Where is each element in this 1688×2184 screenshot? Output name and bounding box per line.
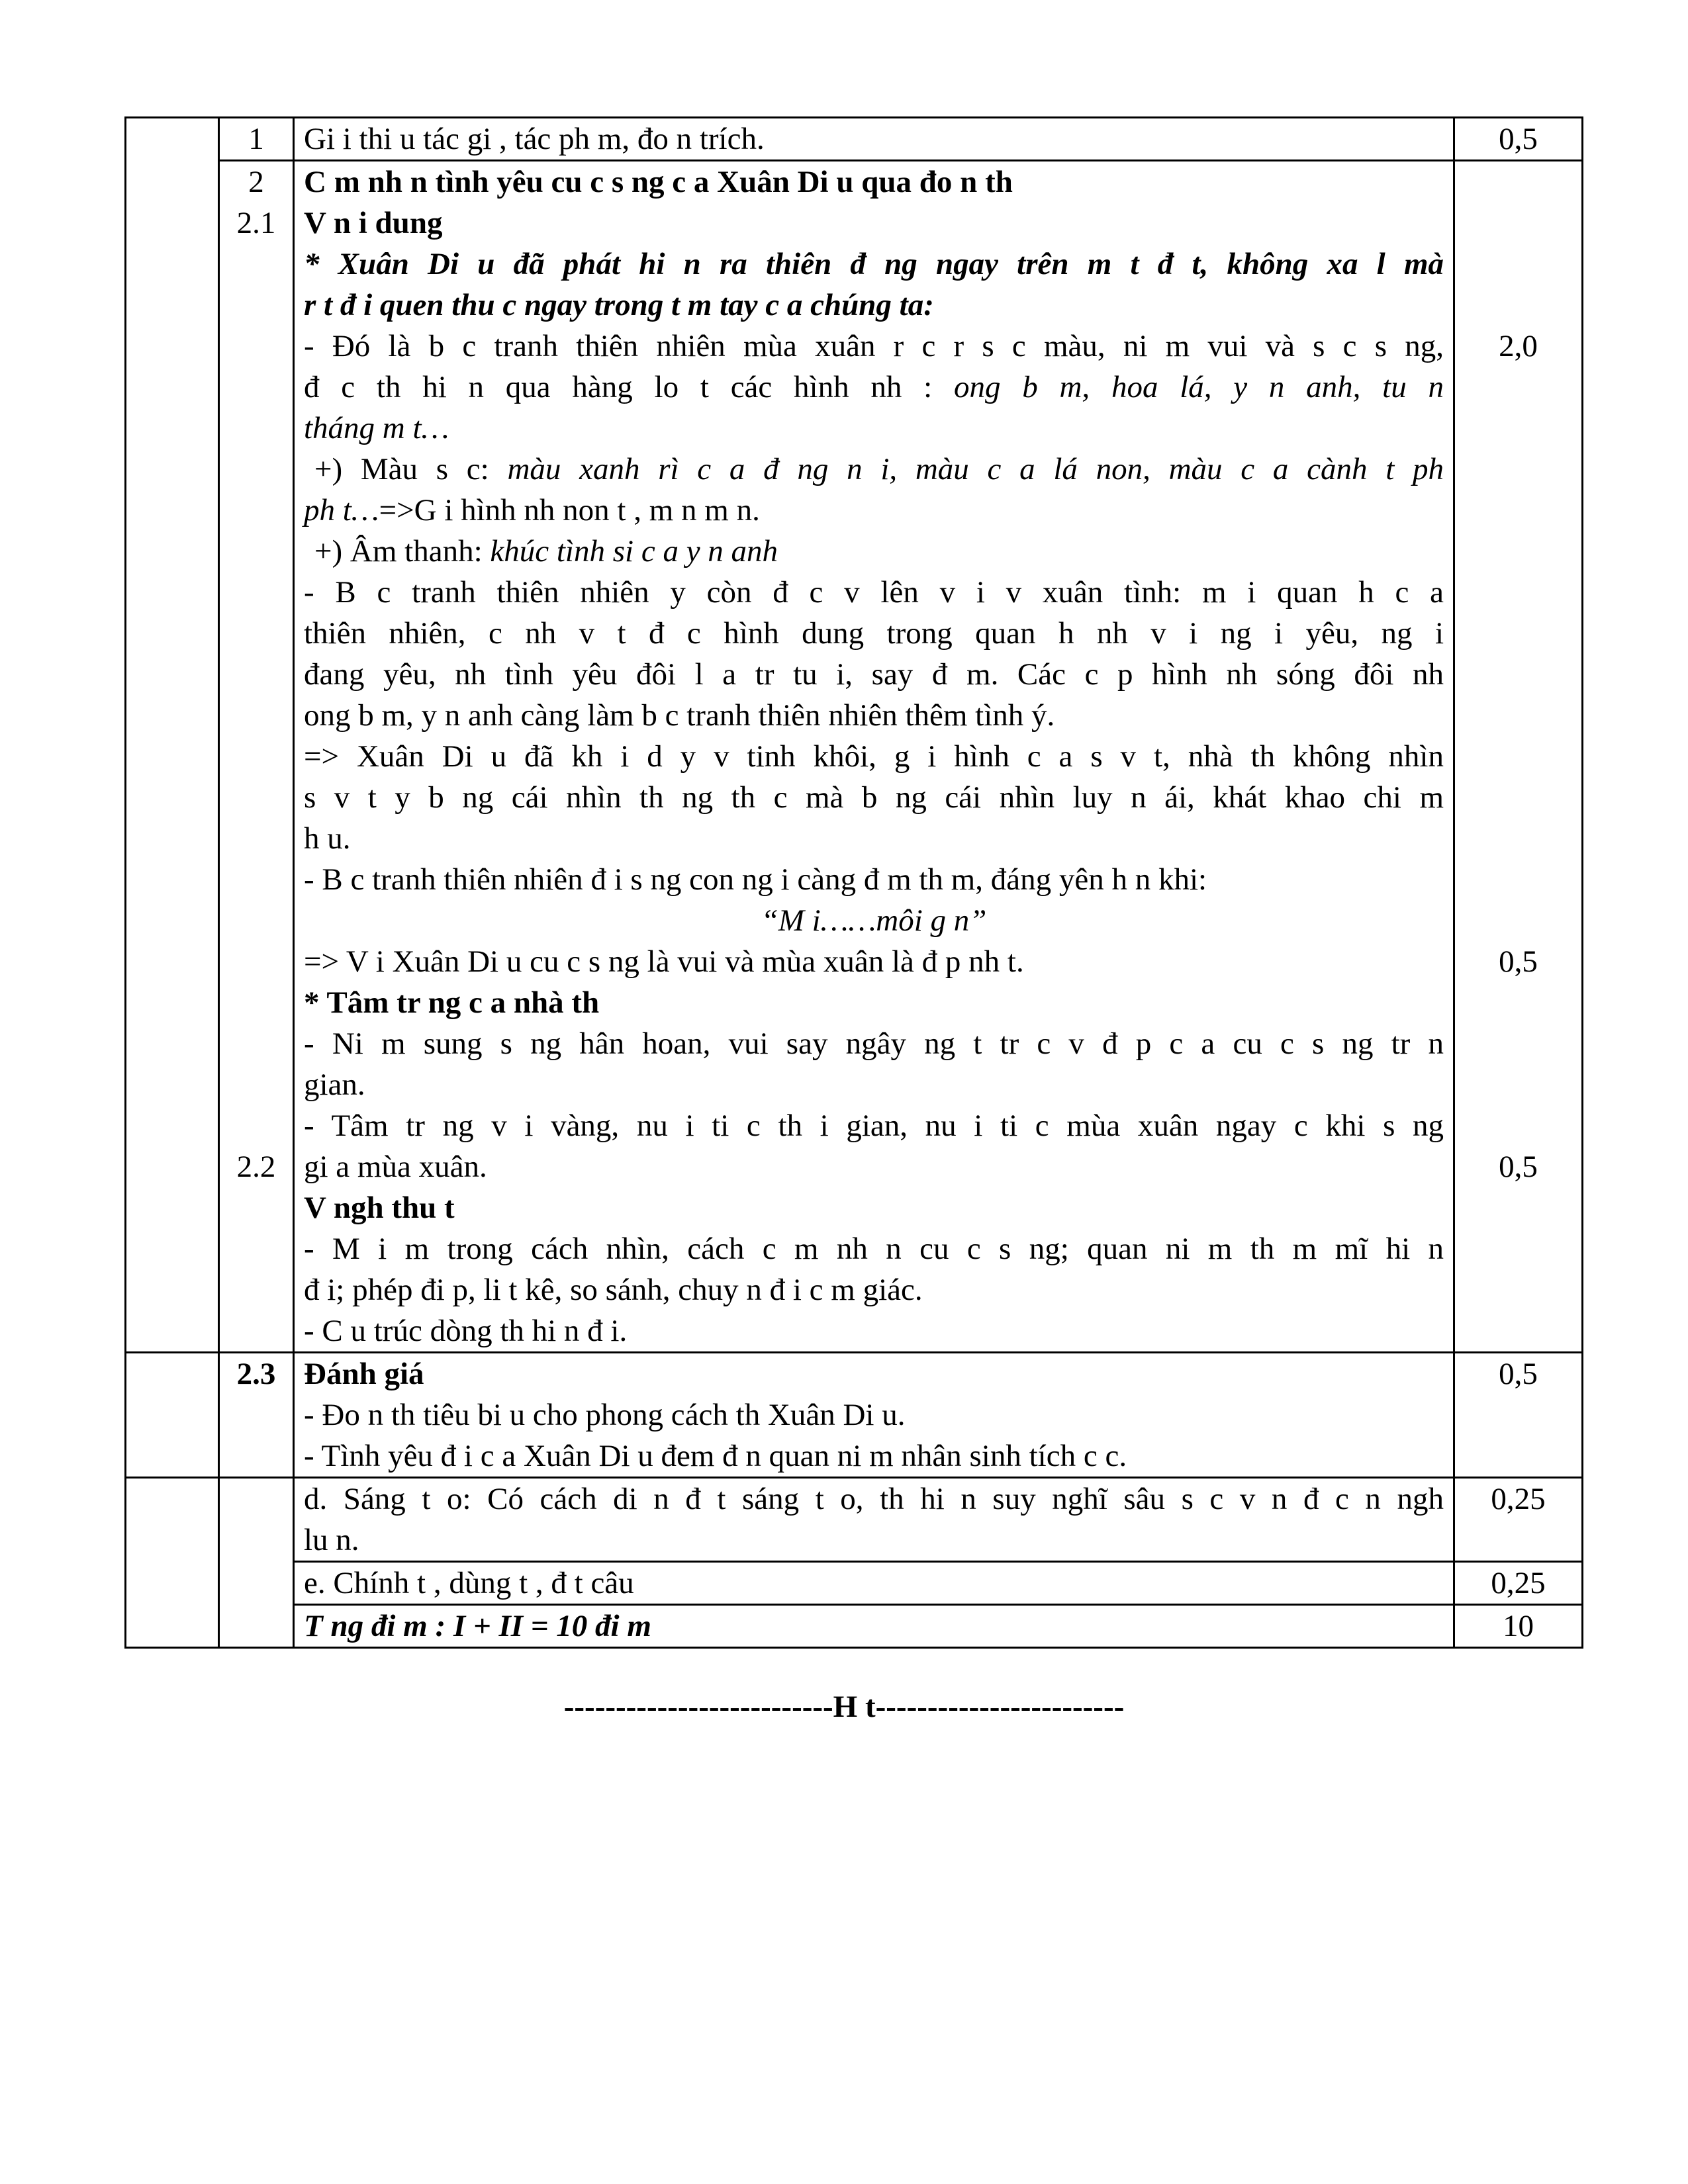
score-cell: 0,5 <box>1454 1353 1583 1478</box>
score-cell: 0,25 <box>1454 1562 1583 1605</box>
criterion-cell: e. Chính t , dùng t , đ t câu <box>294 1562 1454 1605</box>
art-heading: V ngh thu t <box>304 1191 455 1225</box>
table-row <box>126 118 1583 161</box>
item-number <box>219 1478 294 1648</box>
grading-rubric-table <box>124 116 1583 1649</box>
score-cell: 0,25 <box>1454 1478 1583 1562</box>
poem-quote: “M i……môi g n” <box>761 903 987 938</box>
table-row <box>126 1478 1583 1562</box>
criterion-cell: Đánh giá - Đo n th tiêu bi u cho phong cách th Xuân Di u. - Tình yêu đ i c a Xuân Di u đem đ n quan ni m nhân sinh tích c c. <box>294 1353 1454 1478</box>
part-cell <box>126 1478 219 1648</box>
table-row <box>126 1562 1583 1605</box>
criterion-cell: C m nh n tình yêu cu c s ng c a Xuân Di u qua đo n th V n i dung * Xuân Di u đã phát hi n ra thiên đ ng ngay trên m t đ t, không xa l mà r t đ i quen thu c ngay trong t m tay c a chúng ta: - Đó là b c tranh thiên nhiên mùa xuân r c r s c màu, ni m vui và s c s ng, đ c th hi n qua hàng lo t các hình nh : ong b m, hoa lá, y n anh, tu n tháng m t… +) Màu s c: màu xanh rì c a đ ng n i, màu c a lá non, màu c a cành t ph ph t…=>G i hình nh non t , m n m n. +) Âm thanh: khúc tình si c a y n anh - B c tranh thiên nhiên y còn đ c v lên v i v xuân tình: m i quan h c a thiên nhiên, c nh v t đ c hình dung trong quan h nh v i ng i yêu, ng i đang yêu, nh tình yêu đôi l a tr tu i, say đ m. Các c p hình nh sóng đôi nh ong b m, y n anh càng làm b c tranh thiên nhiên thêm tình ý. => Xuân Di u đã kh i d y v tinh khôi, g i hình c a s v t, nhà th không nhìn s v t y b ng cái nhìn th ng th c mà b ng cái nhìn luy n ái, khát khao chi m h u. - B c tranh thiên nhiên đ i s ng con ng i càng đ m th m, đáng yên h n khi: “M i……môi g n” => V i Xuân Di u cu c s ng là vui và mùa xuân là đ p nh t. * Tâm tr ng c a nhà th - Ni m sung s ng hân hoan, vui say ngây ng t tr c v đ p c a cu c s ng tr n gian. - Tâm tr ng v i vàng, nu i ti c th i gian, nu i ti c mùa xuân ngay c khi s ng gi a mùa xuân. V ngh thu t - M i m trong cách nhìn, cách c m nh n cu c s ng; quan ni m th m mĩ hi n đ i; phép đi p, li t kê, so sánh, chuy n đ i c m giác. - C u trúc dòng th hi n đ i. <box>294 161 1454 1353</box>
table-row <box>126 1353 1583 1478</box>
score-cell: 2,0 0,5 0,5 <box>1454 161 1583 1353</box>
evaluation-heading: Đánh giá <box>304 1357 424 1391</box>
total-cell: T ng đi m : I + II = 10 đi m <box>294 1605 1454 1648</box>
part-cell <box>126 1353 219 1478</box>
table-row <box>126 1605 1583 1648</box>
score-cell: 10 <box>1454 1605 1583 1648</box>
item-number: 1 <box>219 118 294 161</box>
item-number: 2 2.1 2.2 <box>219 161 294 1353</box>
item-number: 2.3 <box>219 1353 294 1478</box>
criterion-cell: d. Sáng t o: Có cách di n đ t sáng t o, th hi n suy nghĩ sâu s c v n đ c n ngh lu n. <box>294 1478 1454 1562</box>
part-cell <box>126 118 219 1353</box>
score-cell: 0,5 <box>1454 118 1583 161</box>
section-heading: C m nh n tình yêu cu c s ng c a Xuân Di u qua đo n th <box>304 165 1013 199</box>
table-row <box>126 161 1583 1353</box>
end-marker: --------------------------H t------------------------ <box>563 1690 1125 1724</box>
criterion-cell: Gi i thi u tác gi , tác ph m, đo n trích. <box>294 118 1454 161</box>
mood-heading: * Tâm tr ng c a nhà th <box>304 985 600 1020</box>
content-heading: V n i dung <box>304 206 443 240</box>
